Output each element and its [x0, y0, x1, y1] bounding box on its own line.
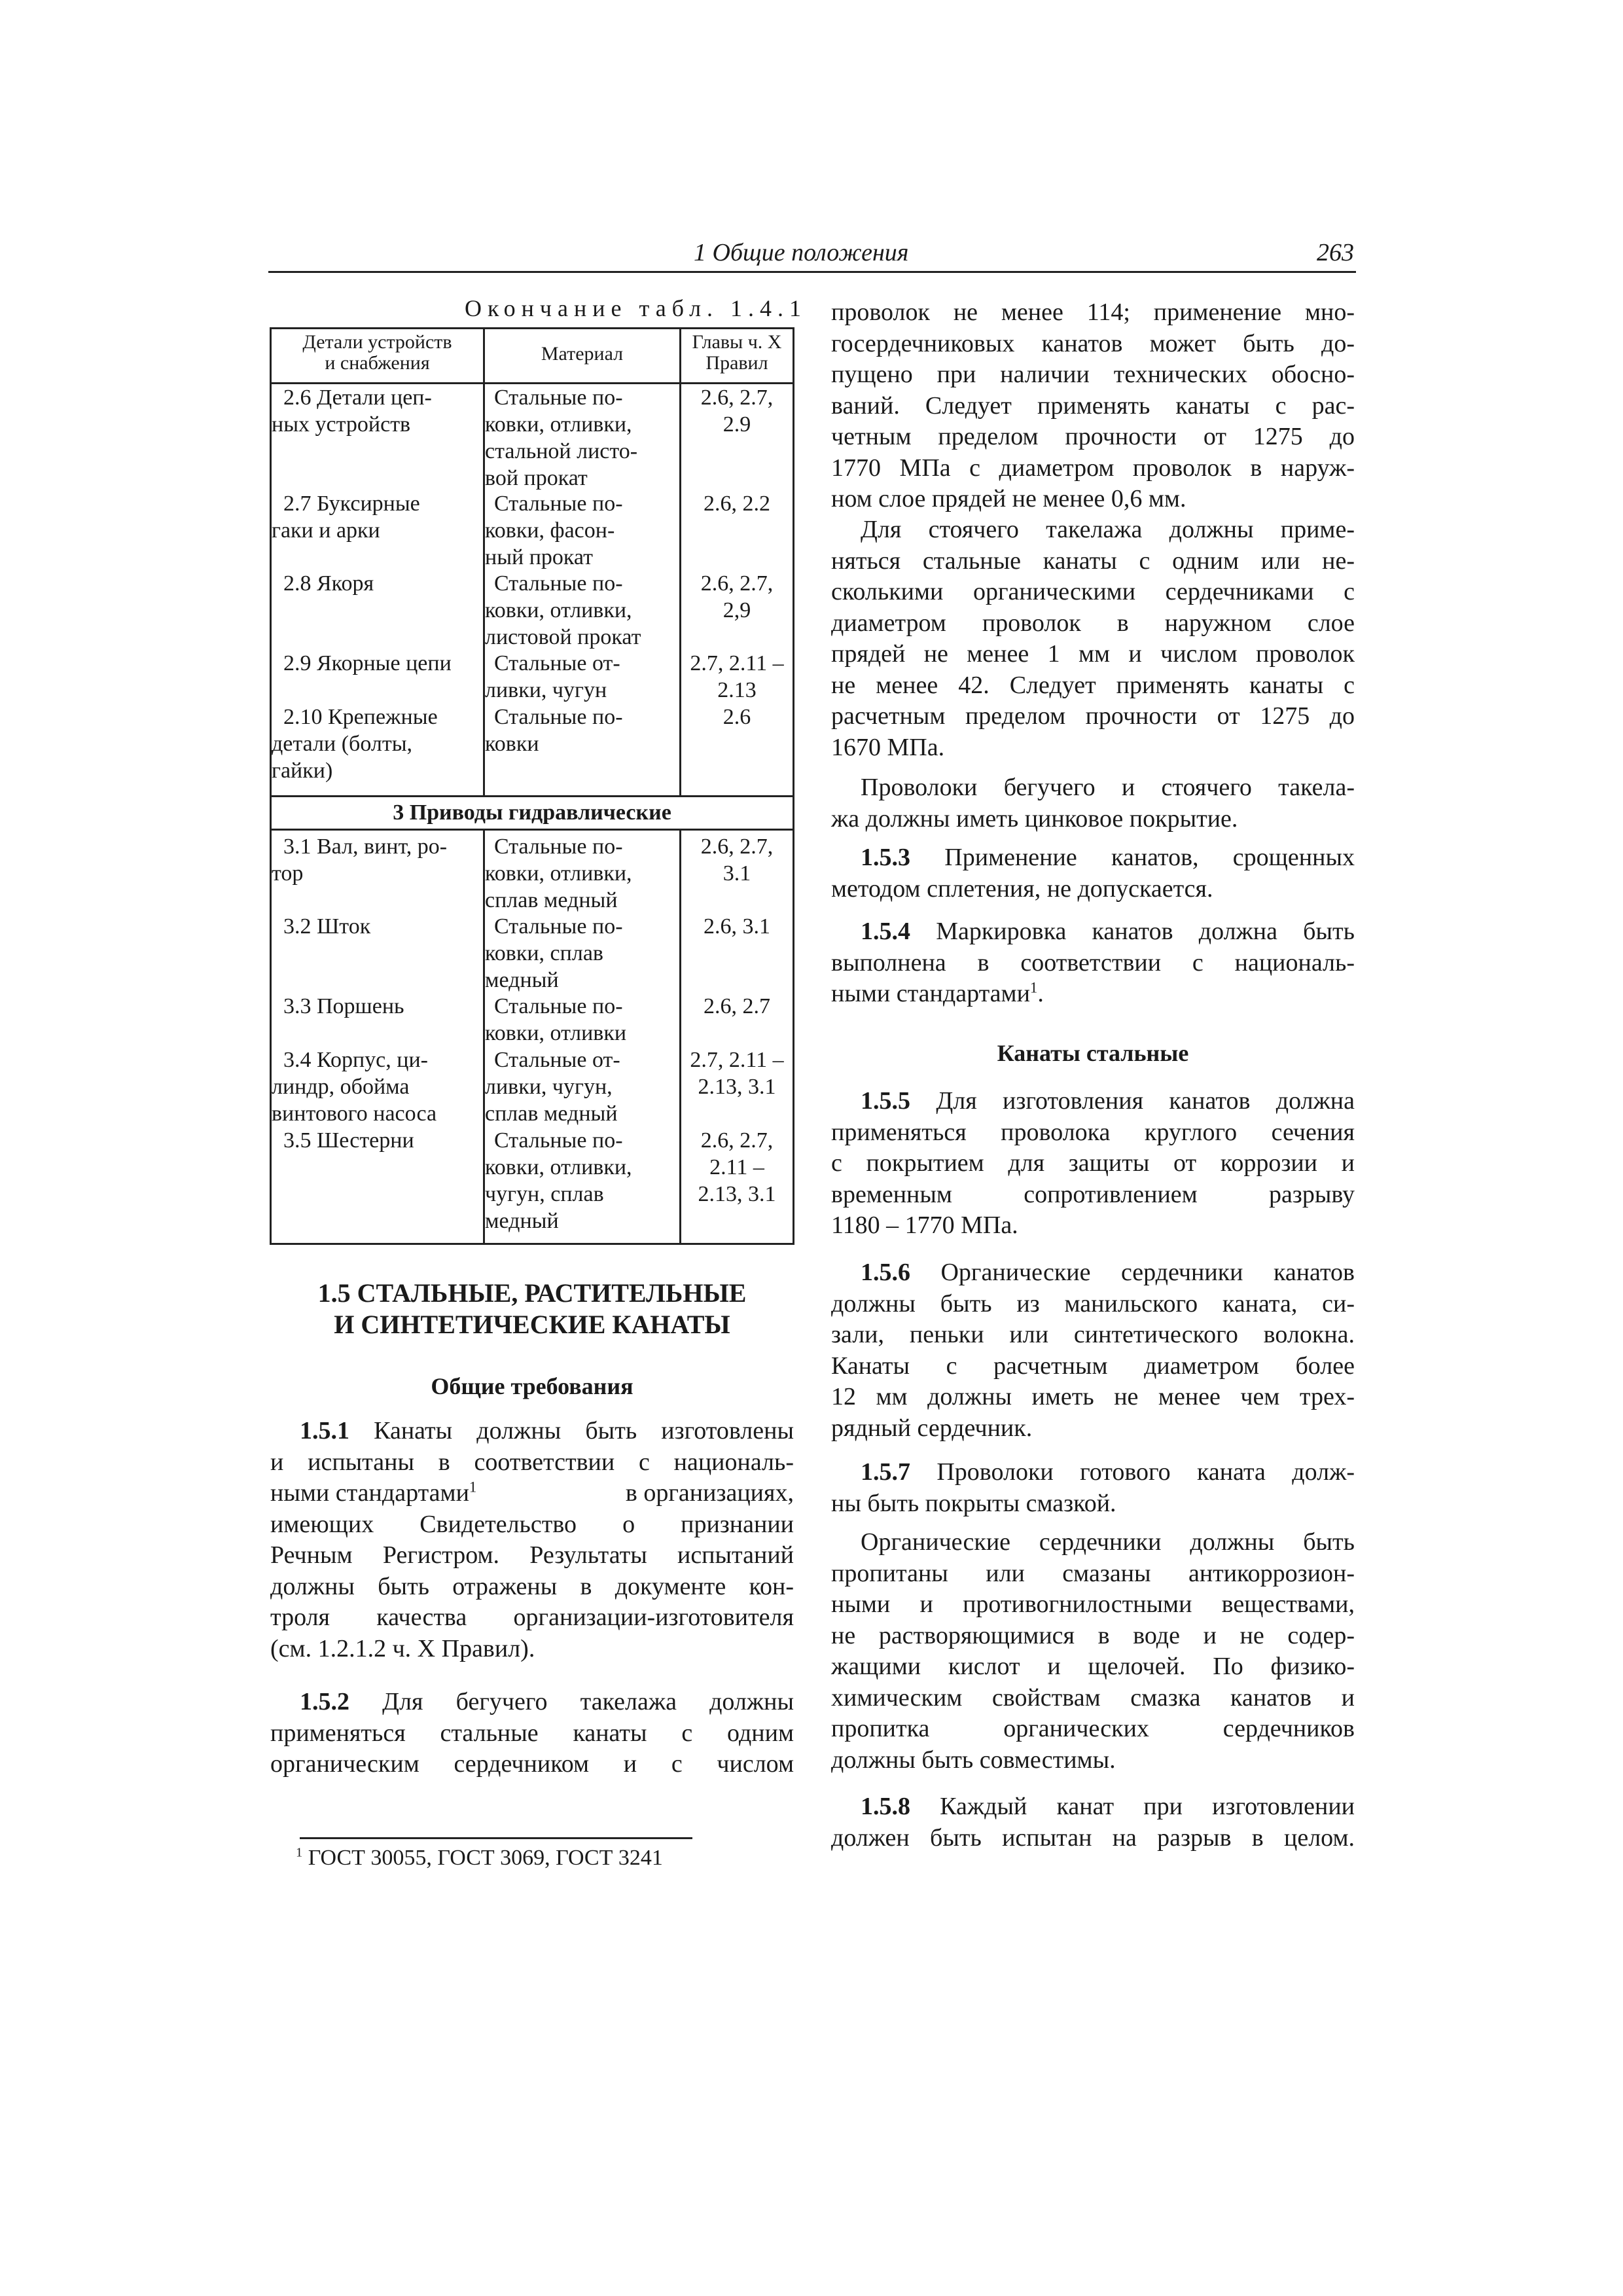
- para-line: должны быть из манильского каната, си-: [831, 1289, 1355, 1318]
- header-line: Главы ч. X: [692, 331, 782, 353]
- cell-line: 2.6, 2.7,: [700, 571, 774, 596]
- para-line: [831, 842, 1355, 874]
- header-line: Детали устройств: [302, 331, 452, 353]
- footnote-text: ГОСТ 30055, ГОСТ 3069, ГОСТ 3241: [302, 1846, 663, 1870]
- cell-line: 2.13, 3.1: [698, 1182, 776, 1206]
- cell-line: Стальные по-: [494, 1128, 623, 1153]
- cell-line: 2.6: [722, 705, 751, 729]
- table-section-title: 3 Приводы гидравлические: [393, 800, 671, 825]
- cell-line: 2.13, 3.1: [698, 1075, 776, 1099]
- cell-line: 3.1: [722, 861, 751, 886]
- cell-chapters: [681, 833, 793, 887]
- cell-detail: [272, 490, 420, 544]
- section-title: [268, 1278, 796, 1340]
- cell-line: гаки и арки: [272, 518, 380, 543]
- cell-line: ливки, чугун,: [485, 1075, 613, 1099]
- clause-number: 1.5.6: [861, 1259, 910, 1286]
- para-line: должны быть отражены в документе кон-: [270, 1572, 794, 1600]
- cell-line: Стальные по-: [494, 571, 623, 596]
- section-title-line: 1.5 СТАЛЬНЫЕ, РАСТИТЕЛЬНЫЕ: [317, 1278, 747, 1308]
- para-line: [831, 916, 1355, 948]
- paragraph-standing-rigging: [831, 514, 1355, 763]
- paragraph-organic-cores: [831, 1527, 1355, 1776]
- cell-line: медный: [485, 1209, 559, 1233]
- para-line: применяться проволока круглого сечения: [831, 1118, 1355, 1146]
- para-line: должны быть совместимы.: [831, 1746, 1116, 1774]
- cell-chapters: [681, 1127, 793, 1208]
- line-text: Применение канатов, срощенных: [910, 844, 1355, 871]
- footnote-mark: 1: [469, 1479, 477, 1496]
- cell-chapters: [681, 650, 793, 704]
- cell-line: Стальные по-: [494, 492, 623, 516]
- table-caption: Окончание табл. 1.4.1: [465, 295, 808, 321]
- cell-chapters: [681, 993, 793, 1020]
- para-line: 1180 – 1770 МПа.: [831, 1211, 1018, 1239]
- cell-chapters: [681, 1047, 793, 1100]
- para-line: [831, 1257, 1355, 1289]
- cell-material: [485, 570, 641, 651]
- footnote: [296, 1846, 663, 1871]
- table-section-rule: [272, 795, 793, 797]
- cell-detail: [272, 913, 370, 940]
- cell-line: 3.4 Корпус, ци-: [283, 1048, 428, 1072]
- cell-detail: [272, 1127, 414, 1154]
- cell-line: ковки, отливки,: [485, 1155, 632, 1179]
- paragraph-1-5-2: [270, 1687, 794, 1780]
- para-line: Проволоки бегучего и стоячего такела-: [861, 774, 1355, 801]
- cell-line: 2.8 Якоря: [283, 571, 374, 596]
- cell-detail: [272, 650, 452, 677]
- para-line: не менее 42. Следует применять канаты с: [831, 671, 1355, 699]
- cell-line: чугун, сплав: [485, 1182, 604, 1206]
- cell-detail: [272, 704, 438, 784]
- cell-line: Стальные по-: [494, 834, 623, 859]
- line-text: .: [1037, 980, 1044, 1007]
- para-line: диаметром проволок в наружном слое: [831, 609, 1355, 637]
- clause-number: 1.5.2: [300, 1688, 349, 1715]
- para-line: выполнена в соответствии с националь-: [831, 948, 1355, 977]
- cell-line: ковки, фасон-: [485, 518, 615, 543]
- para-line: и испытаны в соответствии с националь-: [270, 1448, 794, 1476]
- cell-line: ных устройств: [272, 412, 411, 437]
- footnote-mark: 1: [296, 1845, 303, 1860]
- para-line: с покрытием для защиты от коррозии и: [831, 1149, 1355, 1177]
- para-line: пропитка органических сердечников: [831, 1715, 1355, 1742]
- materials-table: [270, 327, 794, 1245]
- para-line: пущено при наличии технических обосно-: [831, 361, 1355, 388]
- line-text: Органические сердечники канатов: [910, 1259, 1355, 1286]
- line-text: ными стандартами: [270, 1479, 469, 1507]
- para-line: ны быть покрыты смазкой.: [831, 1489, 1116, 1517]
- cell-line: винтового насоса: [272, 1102, 437, 1126]
- cell-line: 2.6, 2.7: [704, 994, 770, 1018]
- cell-line: тор: [272, 861, 304, 886]
- cell-line: 2.7, 2.11 –: [690, 651, 784, 675]
- para-line: госердечниковых канатов может быть до-: [831, 329, 1355, 357]
- cell-chapters: [681, 570, 793, 624]
- cell-line: 2.6, 2.7,: [700, 386, 774, 410]
- cell-line: ливки, чугун: [485, 678, 607, 702]
- para-line: четным пределом прочности от 1275 до: [831, 423, 1355, 450]
- cell-line: 3.1 Вал, винт, ро-: [283, 834, 448, 859]
- cell-material: [485, 1127, 632, 1234]
- paragraph-1-5-5: [831, 1086, 1355, 1242]
- table-header-col3: [681, 332, 793, 374]
- cell-line: Стальные по-: [494, 386, 623, 410]
- para-line: [831, 1791, 1355, 1823]
- para-line: Органические сердечники должны быть: [861, 1528, 1355, 1556]
- section-title-line: И СИНТЕТИЧЕСКИЕ КАНАТЫ: [334, 1310, 730, 1339]
- running-header-title: 1 Общие положения: [694, 239, 909, 266]
- cell-line: сплав медный: [485, 888, 618, 912]
- cell-material: [485, 650, 620, 704]
- line-text: ными стандартами: [831, 980, 1030, 1007]
- para-line: жа должны иметь цинковое покрытие.: [831, 804, 1238, 833]
- clause-number: 1.5.4: [861, 918, 910, 945]
- line-text: Для изготовления канатов должна: [910, 1087, 1355, 1115]
- para-line: методом сплетения, не допускается.: [831, 874, 1213, 903]
- cell-line: 2.9: [722, 412, 751, 437]
- cell-line: вой прокат: [485, 466, 588, 490]
- para-line: жащими кислот и щелочей. По физико-: [831, 1653, 1355, 1680]
- table-header-col2: [485, 344, 679, 365]
- clause-number: 1.5.1: [300, 1417, 349, 1444]
- cell-detail: [272, 1047, 437, 1127]
- cell-line: 2.6 Детали цеп-: [283, 386, 432, 410]
- header-line: Материал: [541, 343, 624, 365]
- cell-chapters: [681, 704, 793, 730]
- para-line: проволок не менее 114; применение мно-: [831, 298, 1355, 326]
- cell-line: листовой прокат: [485, 625, 641, 649]
- cell-line: 2.7 Буксирные: [283, 492, 420, 516]
- para-line: временным сопротивлением разрыву: [831, 1180, 1355, 1208]
- cell-chapters: [681, 384, 793, 438]
- clause-number: 1.5.8: [861, 1793, 910, 1820]
- paragraph-1-5-1: [270, 1416, 794, 1664]
- table-section-rule: [272, 829, 793, 831]
- cell-line: линдр, обойма: [272, 1075, 410, 1099]
- footnote-rule: [300, 1837, 692, 1839]
- para-line: применяться стальные канаты с одним: [270, 1719, 794, 1747]
- cell-line: 2.11 –: [709, 1155, 764, 1179]
- header-line: и снабжения: [325, 352, 430, 374]
- cell-chapters: [681, 913, 793, 940]
- para-line: 1770 МПа с диаметром проволок в наруж-: [831, 454, 1355, 482]
- cell-material: [485, 384, 637, 492]
- cell-line: 2.6, 2.7,: [700, 1128, 774, 1153]
- cell-detail: [272, 570, 374, 597]
- para-line: [270, 1687, 794, 1718]
- cell-line: сплав медный: [485, 1102, 618, 1126]
- line-text: в организациях,: [625, 1479, 794, 1507]
- cell-line: 2.7, 2.11 –: [690, 1048, 784, 1072]
- header-rule: [268, 271, 1356, 273]
- clause-number: 1.5.3: [861, 844, 910, 871]
- para-line: [831, 1086, 1355, 1117]
- cell-line: ковки, сплав: [485, 941, 603, 965]
- para-line: 12 мм должны иметь не менее чем трех-: [831, 1383, 1355, 1410]
- para-line: не растворяющимися в воде и не содер-: [831, 1621, 1355, 1649]
- line-text: Канаты должны быть изготовлены: [349, 1417, 794, 1444]
- para-line: сколькими органическими сердечниками с: [831, 578, 1355, 605]
- cell-line: 3.3 Поршень: [283, 994, 404, 1018]
- cell-line: 2,9: [722, 598, 751, 622]
- cell-material: [485, 490, 623, 571]
- para-line: ном слое прядей не менее 0,6 мм.: [831, 485, 1186, 512]
- clause-number: 1.5.5: [861, 1087, 910, 1115]
- cell-detail: [272, 384, 432, 438]
- cell-detail: [272, 833, 447, 887]
- paragraph-zinc-coating: [831, 772, 1355, 834]
- cell-line: ковки: [485, 732, 539, 756]
- cell-line: ковки, отливки,: [485, 412, 632, 437]
- table-header-col1: [272, 332, 483, 374]
- paragraph-1-5-3: [831, 842, 1355, 905]
- paragraph-1-5-6: [831, 1257, 1355, 1444]
- cell-line: 2.6, 2.2: [704, 492, 770, 516]
- line-text: Проволоки готового каната долж-: [910, 1458, 1355, 1486]
- cell-line: Стальные по-: [494, 914, 623, 939]
- cell-line: ный прокат: [485, 545, 594, 569]
- cell-material: [485, 704, 623, 757]
- para-line: зали, пеньки или синтетического волокна.: [831, 1321, 1355, 1348]
- page-number: 263: [1317, 239, 1354, 266]
- cell-line: 2.6, 3.1: [704, 914, 770, 939]
- line-text: Каждый канат при изготовлении: [910, 1793, 1355, 1820]
- cell-line: 3.2 Шток: [283, 914, 371, 939]
- para-line: имеющих Свидетельство о признании: [270, 1510, 794, 1538]
- para-line: прядей не менее 1 мм и числом проволок: [831, 640, 1355, 668]
- para-line: [831, 978, 1355, 1010]
- cell-line: 2.10 Крепежные: [283, 705, 438, 729]
- cell-material: [485, 1047, 620, 1127]
- para-line: Канаты с расчетным диаметром более: [831, 1352, 1355, 1380]
- paragraph-1-5-7: [831, 1457, 1355, 1519]
- para-line: Речным Регистром. Результаты испытаний: [270, 1541, 794, 1569]
- para-line: должен быть испытан на разрыв в целом.: [831, 1823, 1355, 1852]
- cell-line: Стальные по-: [494, 994, 623, 1018]
- cell-material: [485, 993, 626, 1047]
- para-line: [831, 1457, 1355, 1488]
- para-line: [270, 1478, 794, 1509]
- cell-line: гайки): [272, 759, 333, 783]
- cell-chapters: [681, 490, 793, 517]
- cell-line: ковки, отливки,: [485, 861, 632, 886]
- cell-line: Стальные от-: [494, 651, 620, 675]
- para-line: органическим сердечником и с числом: [270, 1750, 794, 1778]
- paragraph-1-5-2-continued: [831, 297, 1355, 515]
- cell-line: 2.13: [717, 678, 757, 702]
- line-text: Маркировка канатов должна быть: [910, 918, 1355, 945]
- para-line: пропитаны или смазаны антикоррозион-: [831, 1559, 1355, 1587]
- cell-line: Стальные от-: [494, 1048, 620, 1072]
- para-line: [270, 1416, 794, 1447]
- para-line: расчетным пределом прочности от 1275 до: [831, 702, 1355, 730]
- para-line: 1670 МПа.: [831, 733, 945, 761]
- subheading-general: Общие требования: [431, 1373, 633, 1399]
- cell-line: стальной листо-: [485, 439, 638, 463]
- para-line: химическим свойствам смазка канатов и: [831, 1683, 1355, 1712]
- para-line: рядный сердечник.: [831, 1414, 1033, 1442]
- para-line: ваний. Следует применять канаты с рас-: [831, 391, 1355, 420]
- cell-line: Стальные по-: [494, 705, 623, 729]
- line-text-with-footnote: [270, 1478, 476, 1509]
- cell-line: ковки, отливки,: [485, 598, 632, 622]
- cell-line: детали (болты,: [272, 732, 413, 756]
- header-line: Правил: [705, 352, 768, 374]
- para-line: няться стальные канаты с одним или не-: [831, 547, 1355, 575]
- cell-material: [485, 833, 632, 914]
- paragraph-1-5-4: [831, 916, 1355, 1010]
- clause-number: 1.5.7: [861, 1458, 910, 1486]
- cell-line: медный: [485, 968, 559, 992]
- para-line: Для стоячего такелажа должны приме-: [861, 516, 1355, 543]
- footnote-mark: 1: [1029, 979, 1038, 996]
- cell-line: ковки, отливки: [485, 1021, 627, 1045]
- cell-line: 3.5 Шестерни: [283, 1128, 414, 1153]
- cell-line: 2.9 Якорные цепи: [283, 651, 452, 675]
- para-line: (см. 1.2.1.2 ч. X Правил).: [270, 1634, 535, 1662]
- cell-material: [485, 913, 623, 994]
- para-line: троля качества организации-изготовителя: [270, 1604, 794, 1631]
- line-text: Для бегучего такелажа должны: [349, 1688, 794, 1715]
- cell-line: 2.6, 2.7,: [700, 834, 774, 859]
- paragraph-1-5-8: [831, 1791, 1355, 1854]
- subheading-steel: Канаты стальные: [997, 1040, 1189, 1066]
- cell-detail: [272, 993, 404, 1020]
- para-line: ными и противогнилостными веществами,: [831, 1590, 1355, 1618]
